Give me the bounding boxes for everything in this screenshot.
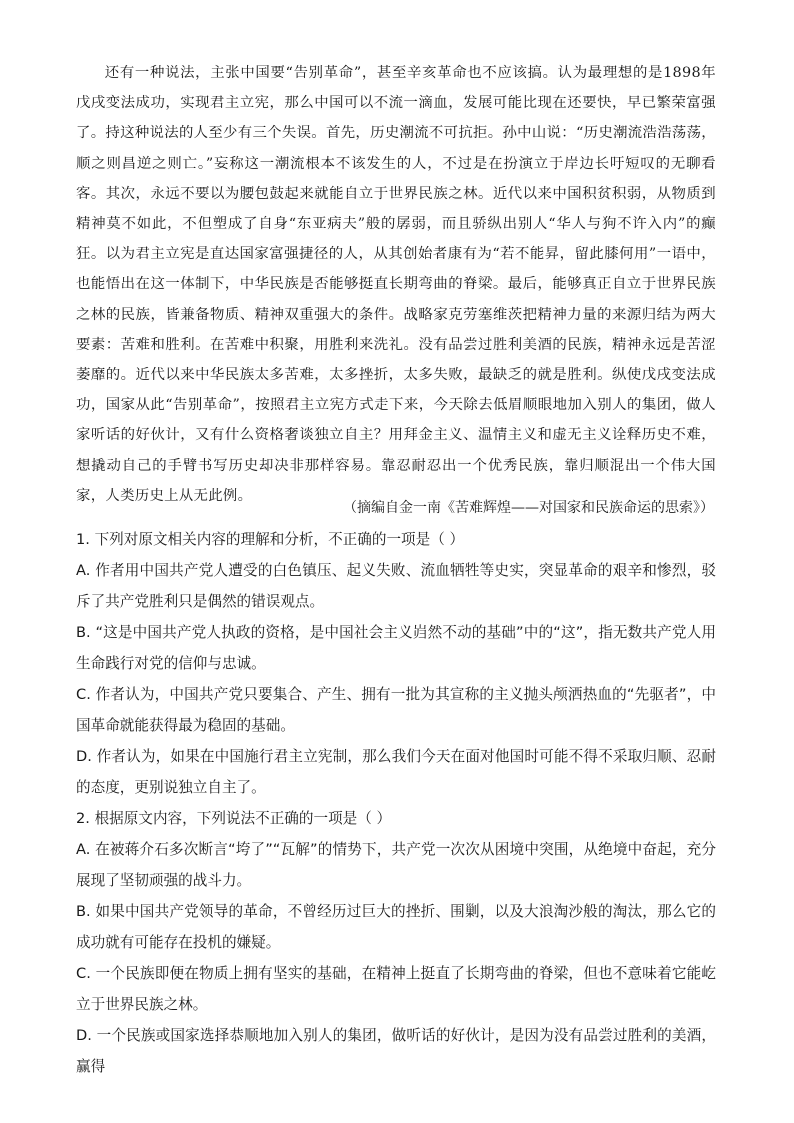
option-d: D. 一个民族或国家选择恭顺地加入别人的集团，做听话的好伙计，是因为没有品尝过胜利的美酒，赢得 bbox=[76, 1027, 716, 1075]
question-1 bbox=[76, 524, 716, 803]
reading-passage: 还有一种说法，主张中国要“告别革命”，甚至辛亥革命也不应该搞。认为最理想的是1898年戊戌变法成功，实现君主立宪，那么中国可以不流一滴血，发展可能比现在还要快，早已繁荣富强了。持这种说法的人至少有三个失误。首先，历史潮流不可抗拒。孙中山说：“历史潮流浩浩荡荡，顺之则昌逆之则亡。”妄称这一潮流根本不该发生的人，不过是在扮演立于岸边长吁短叹的无聊看客。其次，永远不要以为腰包鼓起来就能自立于世界民族之林。近代以来中国积贫积弱，从物质到精神莫不如此，不但塑成了自身“东亚病夫”般的孱弱，而且骄纵出别人“华人与狗不许入内”的癫狂。以为君主立宪是直达国家富强捷径的人，从其创始者康有为“若不能昇，留此膝何用”一语中，也能悟出在这一体制下，中华民族是否能够挺直长期弯曲的脊梁。最后，能够真正自立于世界民族之林的民族，皆兼备物质、精神双重强大的条件。战略家克劳塞维茨把精神力量的来源归结为两大要素：苦难和胜利。在苦难中积聚，用胜利来洗礼。没有品尝过胜利美酒的民族，精神永远是苦涩萎靡的。近代以来中华民族太多苦难，太多挫折，太多失败，最缺乏的就是胜利。纵使戊戌变法成功，国家从此“告别革命”，按照君主立宪方式走下来，今天除去低眉顺眼地加入别人的集团，做人家听话的好伙计，又有什么资格奢谈独立自主？用拜金主义、温情主义和虚无主义诠释历史不难，想撬动自己的手臂书写历史却决非那样容易。靠忍耐忍出一个优秀民族，靠归顺混出一个伟大国家，人类历史上从无此例。 bbox=[76, 65, 716, 504]
option-c: C. 一个民族即便在物质上拥有坚实的基础，在精神上挺直了长期弯曲的脊梁，但也不意味着它能屹立于世界民族之林。 bbox=[76, 965, 716, 1013]
option-a: A. 在被蒋介石多次断言“垮了”“瓦解”的情势下，共产党一次次从困境中突围，从绝境中奋起，充分展现了坚韧顽强的战斗力。 bbox=[76, 841, 716, 889]
option-c: C. 作者认为，中国共产党只要集合、产生、拥有一批为其宣称的主义抛头颅洒热血的“先驱者”，中国革命就能获得最为稳固的基础。 bbox=[76, 686, 716, 734]
question-2 bbox=[76, 803, 716, 1082]
option-b: B. 如果中国共产党领导的革命，不曾经历过巨大的挫折、围剿，以及大浪淘沙般的淘汰，那么它的成功就有可能存在投机的嫌疑。 bbox=[76, 903, 716, 951]
question-list bbox=[76, 524, 716, 1082]
option-a: A. 作者用中国共产党人遭受的白色镇压、起义失败、流血牺牲等史实，突显革命的艰辛和惨烈，驳斥了共产党胜利只是偶然的错误观点。 bbox=[76, 562, 716, 610]
option-d: D. 作者认为，如果在中国施行君主立宪制，那么我们今天在面对他国时可能不得不采取归顺、忍耐的态度，更别说独立自主了。 bbox=[76, 748, 716, 796]
question-stem: 2. 根据原文内容，下列说法不正确的一项是（ ） bbox=[76, 810, 392, 827]
question-stem: 1. 下列对原文相关内容的理解和分析，不正确的一项是（ ） bbox=[76, 531, 465, 548]
passage-source: （摘编自金一南《苦难辉煌——对国家和民族命运的思索》） bbox=[343, 500, 714, 516]
option-b: B. “这是中国共产党人执政的资格，是中国社会主义岿然不动的基础”中的“这”，指无数共产党人用生命践行对党的信仰与忠诚。 bbox=[76, 624, 716, 672]
